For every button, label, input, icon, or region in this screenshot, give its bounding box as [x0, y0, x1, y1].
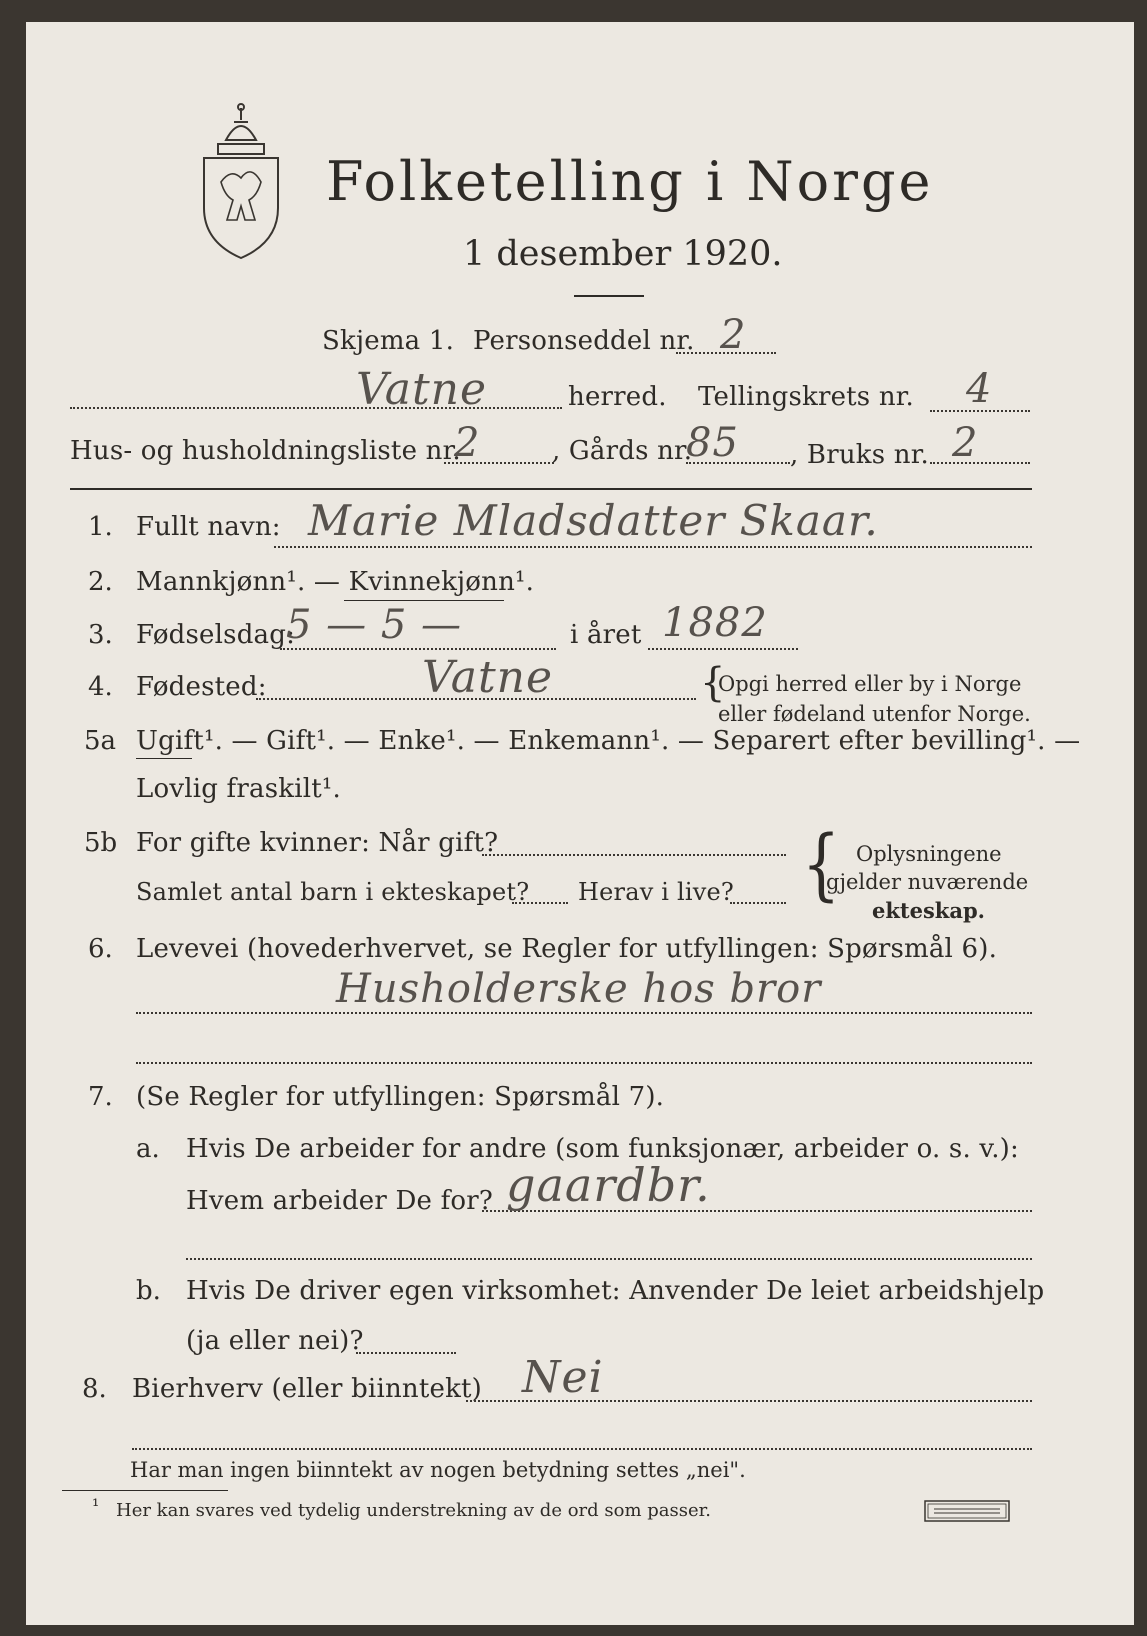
- q4-note-line2: eller fødeland utenfor Norge.: [718, 702, 1031, 726]
- tellingskrets-value: 4: [966, 366, 993, 412]
- q5b-note-line1: Oplysningene: [856, 842, 1002, 866]
- q5b-children-line: [512, 902, 568, 904]
- footnote-rule: [62, 1490, 228, 1491]
- q7b-number: b.: [136, 1276, 161, 1306]
- q5b-line2a: Samlet antal barn i ekteskapet?: [136, 878, 530, 906]
- q5a-number: 5a: [84, 726, 117, 756]
- q7a-number: a.: [136, 1134, 160, 1164]
- q6-line1: [136, 1012, 1032, 1014]
- personseddel-value: 2: [720, 312, 747, 358]
- q2-label: Mannkjønn¹. — Kvinnekjønn¹.: [136, 567, 535, 597]
- q5a-line2: Lovlig fraskilt¹.: [136, 774, 341, 804]
- q7a-value: gaardbr.: [506, 1158, 711, 1212]
- q5b-number: 5b: [84, 828, 118, 858]
- title-divider: [574, 295, 644, 297]
- tellingskrets-label: Tellingskrets nr.: [698, 382, 914, 412]
- q6-value: Husholderske hos bror: [336, 966, 822, 1012]
- q8-value: Nei: [522, 1352, 604, 1403]
- q4-label: Fødested:: [136, 672, 267, 702]
- q4-number: 4.: [88, 672, 113, 702]
- gards-label: , Gårds nr.: [552, 436, 693, 466]
- q3-year-label: i året: [570, 620, 642, 650]
- skjema-label: Skjema 1.: [322, 326, 455, 356]
- herred-line: [70, 407, 562, 409]
- q3-label: Fødselsdag:: [136, 620, 296, 650]
- q5b-line2b: Herav i live?: [578, 878, 734, 906]
- q1-label: Fullt navn:: [136, 512, 281, 542]
- q8-number: 8.: [82, 1374, 107, 1404]
- q8-line2-blank: [132, 1448, 1032, 1450]
- husholdningsliste-value: 2: [454, 420, 481, 466]
- q5a-underline-ugift: [136, 758, 192, 759]
- q1-number: 1.: [88, 512, 113, 542]
- footnote-mark: ¹: [92, 1496, 100, 1517]
- q5b-note-line2: gjelder nuværende: [826, 870, 1029, 894]
- bruks-label: , Bruks nr.: [790, 440, 929, 470]
- q6-number: 6.: [88, 934, 113, 964]
- q8-label: Bierhverv (eller biinntekt): [132, 1374, 483, 1404]
- bruks-line: [930, 462, 1030, 464]
- q6-line2: [136, 1062, 1032, 1064]
- q1-line: [274, 546, 1032, 548]
- q2-number: 2.: [88, 567, 113, 597]
- q5b-note-line3: ekteskap.: [872, 898, 985, 923]
- q4-note-line1: Opgi herred eller by i Norge: [718, 672, 1022, 696]
- q7-label: (Se Regler for utfyllingen: Spørsmål 7).: [136, 1082, 665, 1112]
- form-title: Folketelling i Norge: [326, 150, 934, 213]
- printer-stamp-icon: [924, 1500, 1010, 1522]
- q5b-brace: {: [802, 819, 841, 911]
- q6-label: Levevei (hovederhvervet, se Regler for utfyllingen: Spørsmål 6).: [136, 934, 998, 964]
- footer-note: Har man ingen biinntekt av nogen betydning settes „nei".: [130, 1458, 746, 1482]
- q7b-line: [356, 1352, 456, 1354]
- q3-year-value: 1882: [662, 600, 768, 646]
- q1-value: Marie Mladsdatter Skaar.: [308, 496, 879, 545]
- q3-number: 3.: [88, 620, 113, 650]
- q7b-line1: Hvis De driver egen virksomhet: Anvender De leiet arbeidshjelp: [186, 1276, 1045, 1306]
- husholdningsliste-label: Hus- og husholdningsliste nr.: [70, 436, 461, 466]
- gards-value: 85: [686, 420, 739, 466]
- census-form-page: [26, 22, 1134, 1625]
- q7b-line2: (ja eller nei)?: [186, 1326, 364, 1356]
- q4-value: Vatne: [422, 652, 554, 703]
- q5b-alive-line: [730, 902, 786, 904]
- q5b-line1: For gifte kvinner: Når gift?: [136, 828, 499, 858]
- bruks-value: 2: [952, 420, 979, 466]
- q5a-line1: Ugift¹. — Gift¹. — Enke¹. — Enkemann¹. — Separert efter bevilling¹. —: [136, 726, 1081, 756]
- q7a-line2: Hvem arbeider De for?: [186, 1186, 494, 1216]
- q7a-line1: Hvis De arbeider for andre (som funksjonær, arbeider o. s. v.):: [186, 1134, 1019, 1164]
- personseddel-label: Personseddel nr.: [473, 326, 695, 356]
- q3-line: [280, 648, 556, 650]
- coat-of-arms-icon: [196, 102, 286, 262]
- header-separator: [70, 488, 1032, 490]
- q7a-line2-blank: [186, 1258, 1032, 1260]
- form-date: 1 desember 1920.: [463, 234, 783, 274]
- q7-number: 7.: [88, 1082, 113, 1112]
- q3-value: 5 — 5 —: [286, 602, 463, 648]
- herred-label: herred.: [568, 382, 667, 412]
- q4-brace: {: [700, 660, 726, 706]
- herred-value: Vatne: [356, 364, 488, 415]
- footnote-text: Her kan svares ved tydelig understrekning av de ord som passer.: [116, 1500, 711, 1521]
- q5b-married-line: [482, 854, 786, 856]
- q3-year-line: [648, 648, 798, 650]
- q2-underline-kvinnekjonn: [344, 600, 504, 601]
